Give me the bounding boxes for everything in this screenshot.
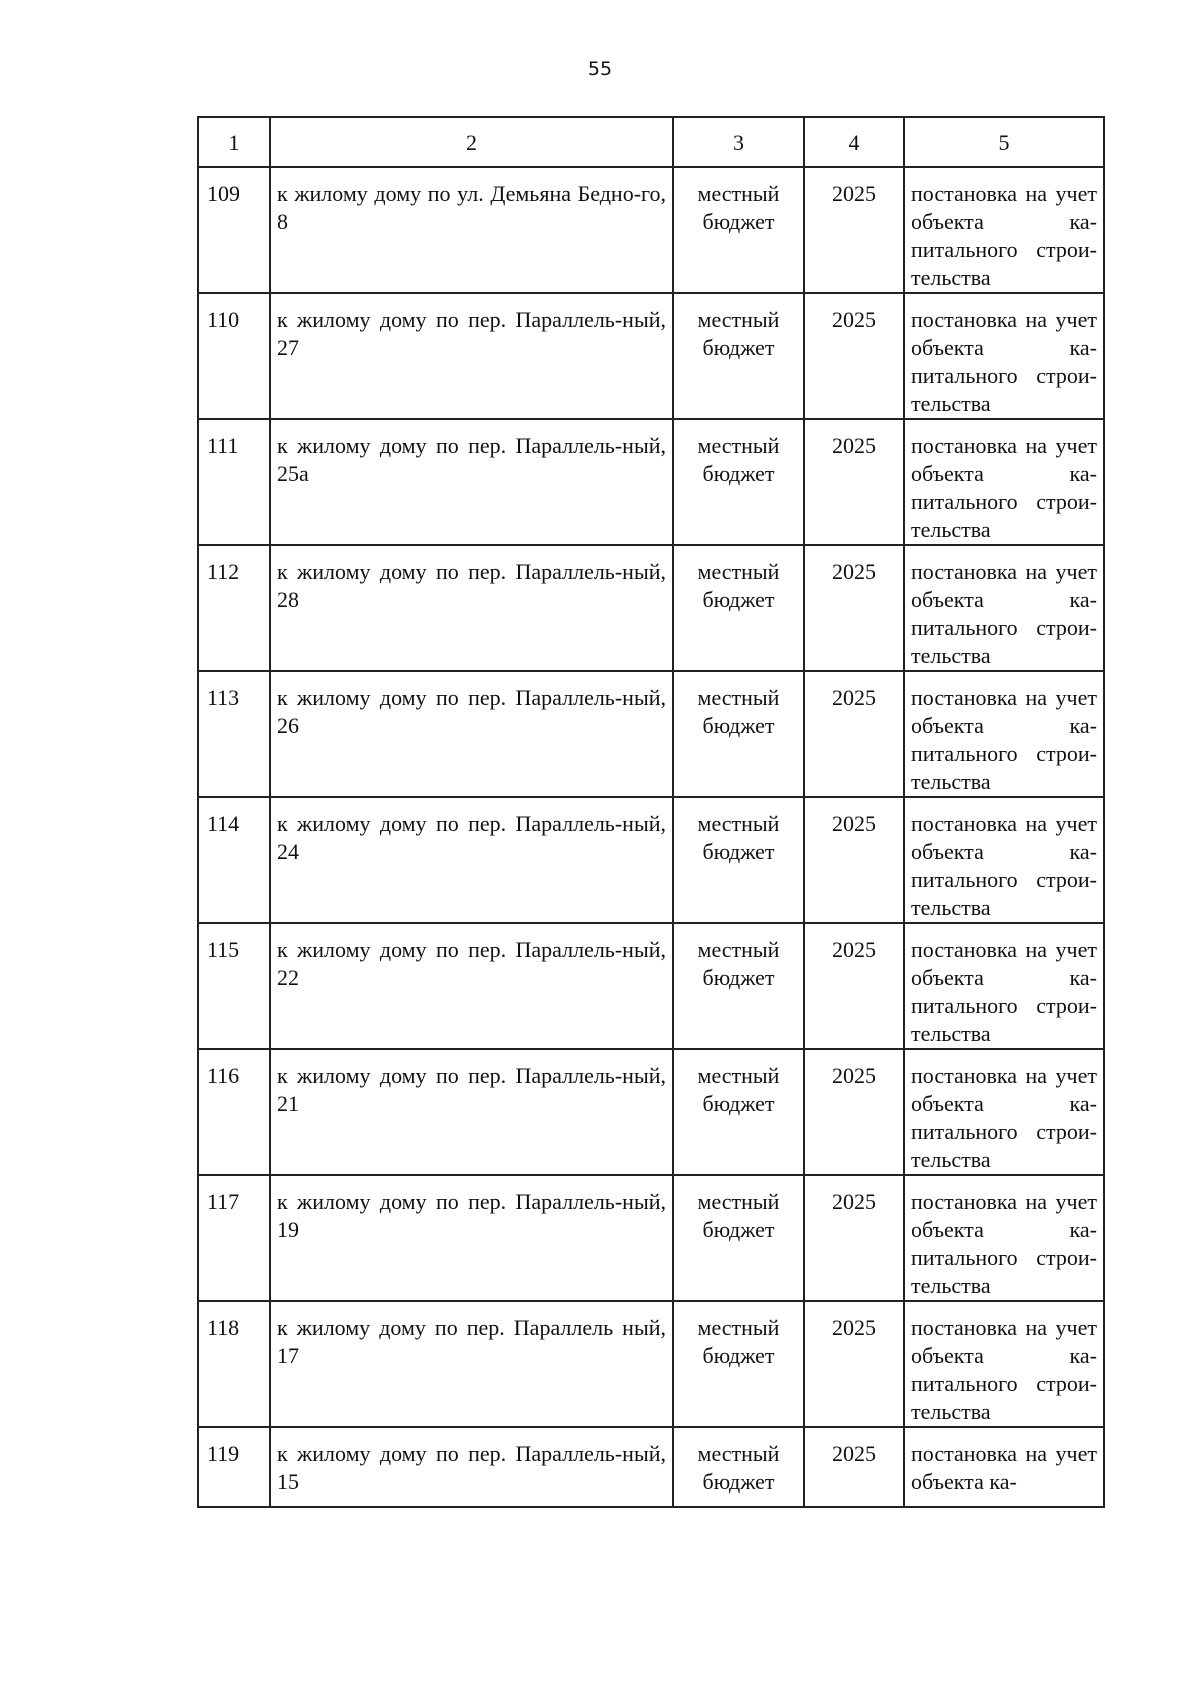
row-description: к жилому дому по пер. Параллель-ный, 22	[270, 923, 673, 1049]
row-note: постановка на учет объекта ка-питального строи-тельства	[904, 797, 1104, 923]
row-number: 112	[198, 545, 270, 671]
row-funding-source: местный бюджет	[673, 1427, 804, 1507]
table-row	[198, 671, 1104, 797]
row-description: к жилому дому по пер. Параллель-ный, 15	[270, 1427, 673, 1507]
row-funding-source: местный бюджет	[673, 671, 804, 797]
row-description: к жилому дому по пер. Параллель-ный, 19	[270, 1175, 673, 1301]
row-year: 2025	[804, 167, 904, 293]
table-row	[198, 1175, 1104, 1301]
table-row	[198, 293, 1104, 419]
row-number: 109	[198, 167, 270, 293]
column-header-5: 5	[904, 117, 1104, 167]
row-number: 116	[198, 1049, 270, 1175]
row-note: постановка на учет объекта ка-	[904, 1427, 1104, 1507]
row-description: к жилому дому по пер. Параллель-ный, 26	[270, 671, 673, 797]
table-row	[198, 419, 1104, 545]
row-note: постановка на учет объекта ка-питального строи-тельства	[904, 1175, 1104, 1301]
table-row	[198, 923, 1104, 1049]
row-number: 114	[198, 797, 270, 923]
column-header-1: 1	[198, 117, 270, 167]
row-note: постановка на учет объекта ка-питального строи-тельства	[904, 1049, 1104, 1175]
row-number: 115	[198, 923, 270, 1049]
row-funding-source: местный бюджет	[673, 797, 804, 923]
row-note: постановка на учет объекта ка-питального строи-тельства	[904, 419, 1104, 545]
row-description: к жилому дому по пер. Параллель-ный, 27	[270, 293, 673, 419]
row-description: к жилому дому по пер. Параллель-ный, 21	[270, 1049, 673, 1175]
row-note: постановка на учет объекта ка-питального строи-тельства	[904, 545, 1104, 671]
table-row	[198, 1049, 1104, 1175]
row-year: 2025	[804, 545, 904, 671]
row-description: к жилому дому по пер. Параллель-ный, 28	[270, 545, 673, 671]
table-row	[198, 545, 1104, 671]
row-description: к жилому дому по пер. Параллель-ный, 25а	[270, 419, 673, 545]
row-description: к жилому дому по пер. Параллель ный, 17	[270, 1301, 673, 1427]
row-funding-source: местный бюджет	[673, 419, 804, 545]
row-number: 111	[198, 419, 270, 545]
row-note: постановка на учет объекта ка-питального строи-тельства	[904, 671, 1104, 797]
table-row	[198, 167, 1104, 293]
table-row	[198, 1301, 1104, 1427]
row-funding-source: местный бюджет	[673, 167, 804, 293]
row-funding-source: местный бюджет	[673, 293, 804, 419]
row-year: 2025	[804, 797, 904, 923]
column-header-3: 3	[673, 117, 804, 167]
row-year: 2025	[804, 1049, 904, 1175]
row-description: к жилому дому по пер. Параллель-ный, 24	[270, 797, 673, 923]
page-number: 55	[587, 58, 613, 80]
row-funding-source: местный бюджет	[673, 1301, 804, 1427]
row-note: постановка на учет объекта ка-питального строи-тельства	[904, 1301, 1104, 1427]
row-note: постановка на учет объекта ка-питального строи-тельства	[904, 923, 1104, 1049]
row-funding-source: местный бюджет	[673, 545, 804, 671]
row-description: к жилому дому по ул. Демьяна Бедно-го, 8	[270, 167, 673, 293]
row-year: 2025	[804, 293, 904, 419]
row-year: 2025	[804, 1301, 904, 1427]
row-year: 2025	[804, 1427, 904, 1507]
header-row	[198, 117, 1104, 167]
row-year: 2025	[804, 671, 904, 797]
row-number: 117	[198, 1175, 270, 1301]
column-header-2: 2	[270, 117, 673, 167]
column-header-4: 4	[804, 117, 904, 167]
row-year: 2025	[804, 923, 904, 1049]
row-year: 2025	[804, 419, 904, 545]
row-number: 113	[198, 671, 270, 797]
row-funding-source: местный бюджет	[673, 1175, 804, 1301]
row-number: 110	[198, 293, 270, 419]
data-table	[197, 116, 1105, 1508]
row-funding-source: местный бюджет	[673, 1049, 804, 1175]
row-funding-source: местный бюджет	[673, 923, 804, 1049]
row-note: постановка на учет объекта ка-питального строи-тельства	[904, 293, 1104, 419]
table-row	[198, 1427, 1104, 1507]
row-number: 119	[198, 1427, 270, 1507]
table-row	[198, 797, 1104, 923]
row-number: 118	[198, 1301, 270, 1427]
row-year: 2025	[804, 1175, 904, 1301]
row-note: постановка на учет объекта ка-питального строи-тельства	[904, 167, 1104, 293]
